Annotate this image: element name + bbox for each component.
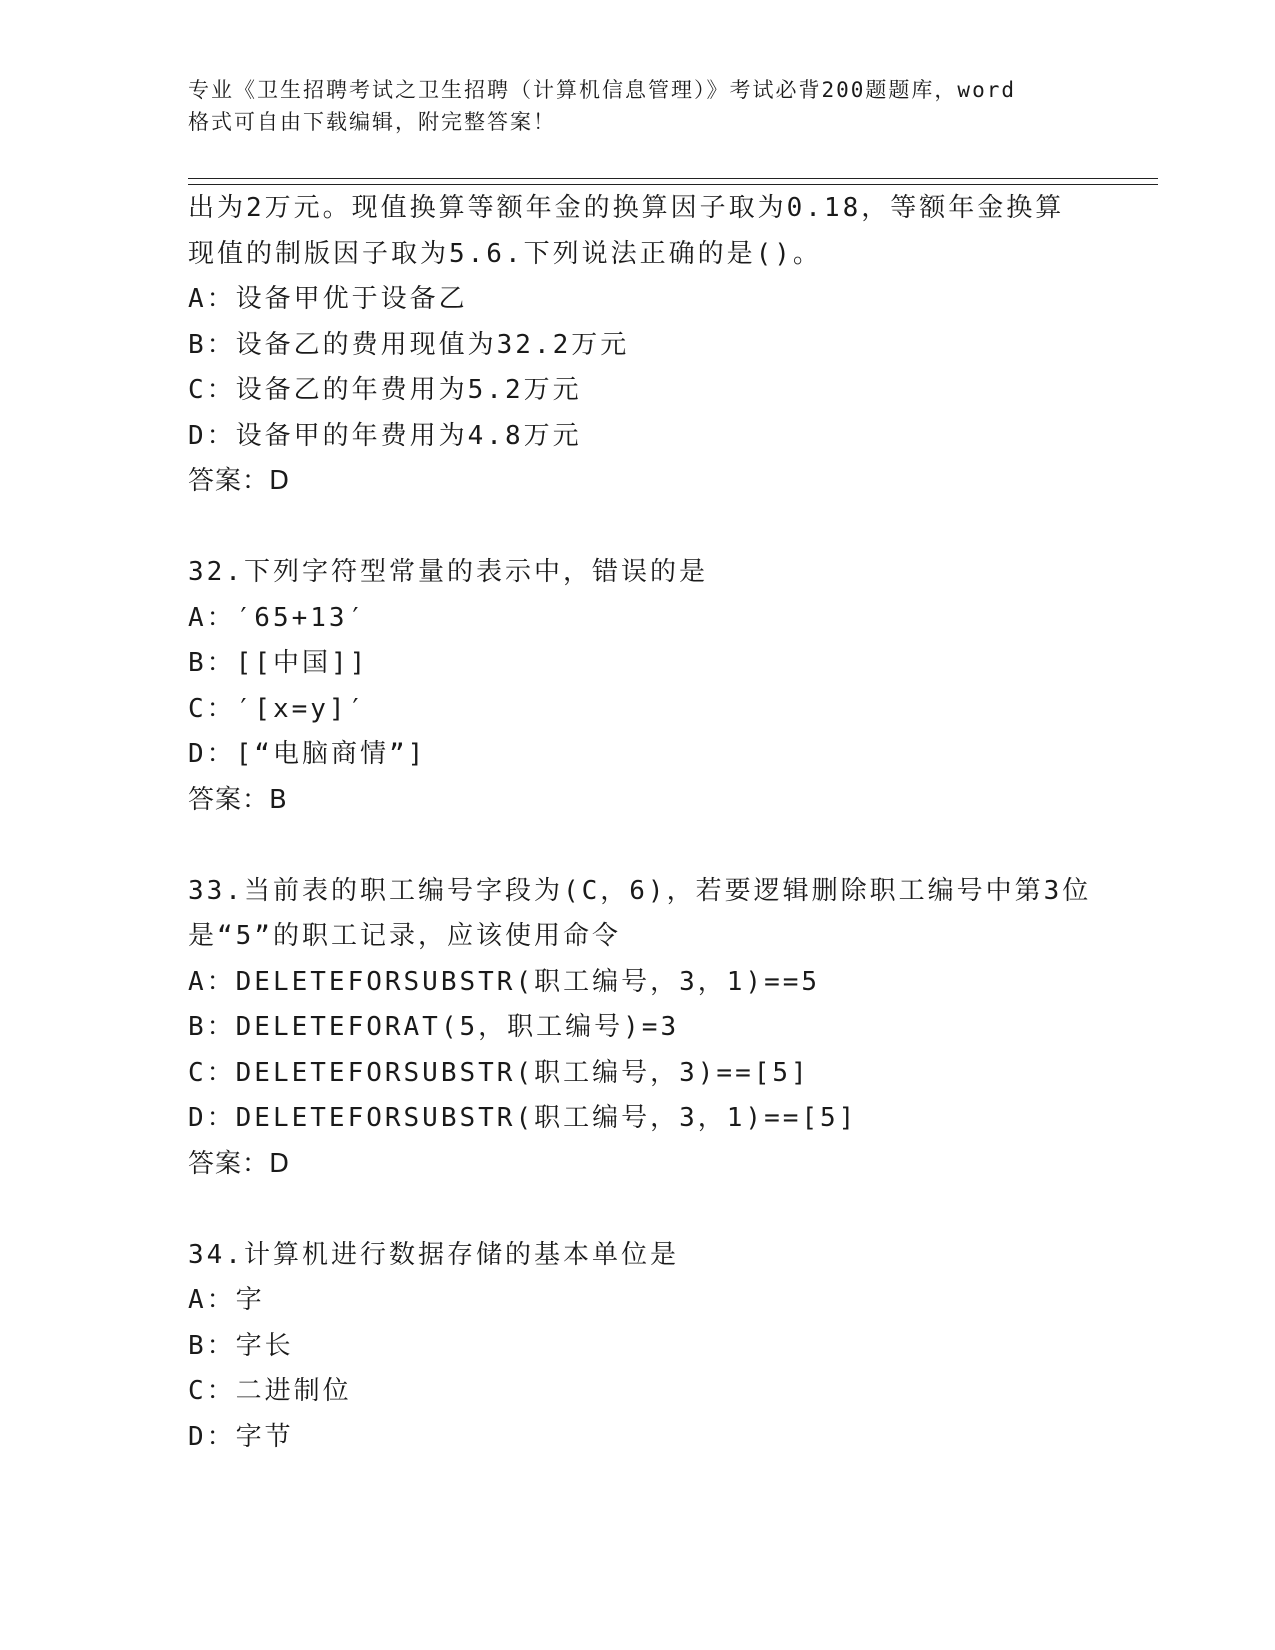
question-stem-line: 出为2万元。现值换算等额年金的换算因子取为0.18，等额年金换算 <box>188 193 1065 223</box>
option-b: B：DELETEFORAT(5，职工编号)=3 <box>188 1012 680 1042</box>
option-d: D：[“电脑商情”] <box>188 739 427 769</box>
option-c: C：DELETEFORSUBSTR(职工编号，3)==[5] <box>188 1057 810 1088</box>
option-c: C：′[x=y]′ <box>188 693 367 724</box>
question-stem-line: 是“5”的职工记录，应该使用命令 <box>188 921 621 951</box>
document-body <box>188 186 1092 1460</box>
question-stem-line: 33.当前表的职工编号字段为(C，6)，若要逻辑删除职工编号中第3位 <box>188 875 1092 906</box>
option-c: C：设备乙的年费用为5.2万元 <box>188 375 582 405</box>
page-header <box>188 74 1088 138</box>
question-31-continuation <box>188 186 1088 505</box>
option-a: A：字 <box>188 1285 265 1315</box>
question-stem-line: 34.计算机进行数据存储的基本单位是 <box>188 1239 679 1270</box>
answer-line: 答案：B <box>188 784 288 815</box>
spacer <box>188 505 1088 551</box>
option-d: D：字节 <box>188 1421 294 1452</box>
answer-line: 答案：D <box>188 1148 291 1179</box>
option-b: B：字长 <box>188 1330 294 1361</box>
option-a: A：′65+13′ <box>188 602 367 633</box>
question-32 <box>188 550 1088 823</box>
spacer <box>188 1187 1088 1233</box>
option-b: B：[[中国]] <box>188 648 369 678</box>
header-line-2: 格式可自由下载编辑，附完整答案！ <box>188 110 556 134</box>
option-a: A：DELETEFORSUBSTR(职工编号，3，1)==5 <box>188 966 821 997</box>
question-34 <box>188 1233 1088 1461</box>
header-line-1: 专业《卫生招聘考试之卫生招聘（计算机信息管理）》考试必背200题题库，word <box>188 78 1016 102</box>
answer-line: 答案：D <box>188 466 291 496</box>
question-stem-line: 现值的制版因子取为5.6.下列说法正确的是()。 <box>188 238 822 269</box>
question-stem-line: 32.下列字符型常量的表示中，错误的是 <box>188 557 708 587</box>
header-divider-bottom <box>188 184 1158 185</box>
option-b: B：设备乙的费用现值为32.2万元 <box>188 329 630 360</box>
option-c: C：二进制位 <box>188 1376 352 1406</box>
spacer <box>188 823 1088 869</box>
option-d: D：DELETEFORSUBSTR(职工编号，3，1)==[5] <box>188 1103 858 1133</box>
option-a: A：设备甲优于设备乙 <box>188 284 468 314</box>
header-divider-top <box>188 178 1158 179</box>
question-33 <box>188 869 1092 1188</box>
option-d: D：设备甲的年费用为4.8万元 <box>188 420 582 451</box>
